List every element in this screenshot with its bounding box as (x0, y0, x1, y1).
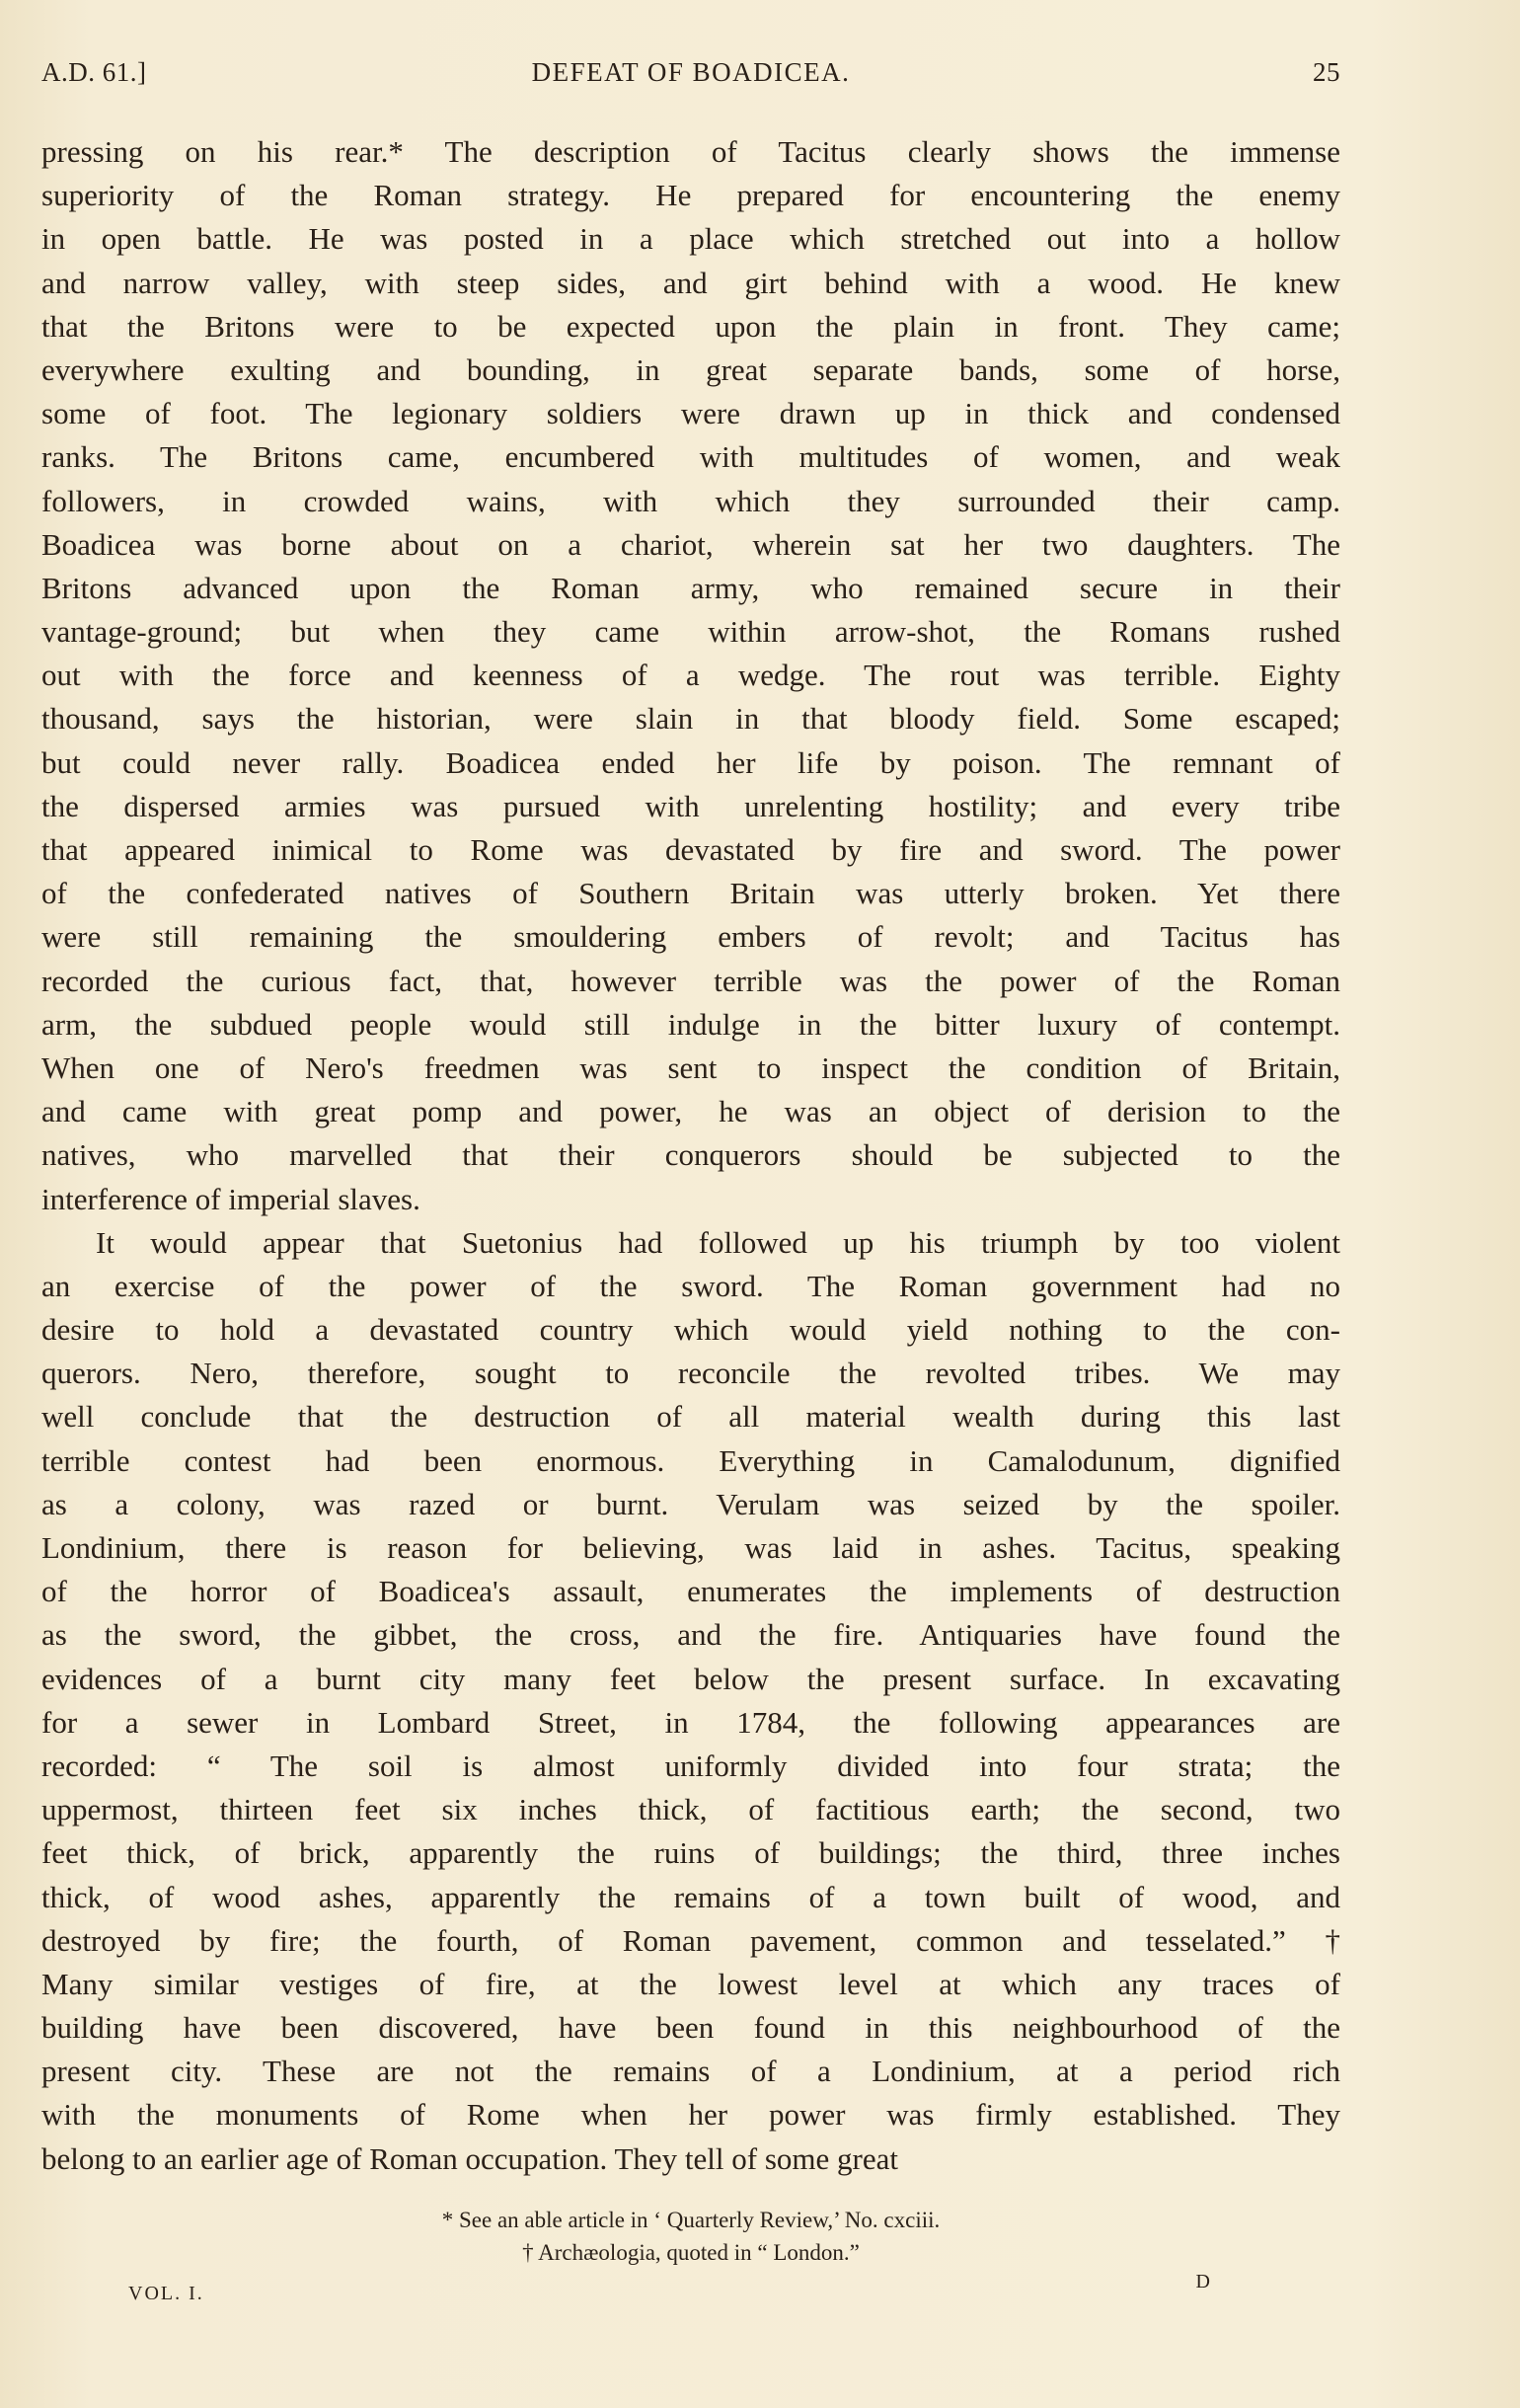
signature-row (41, 2271, 1340, 2312)
footnotes (41, 2204, 1340, 2269)
text-line: and narrow valley, with steep sides, and girt behind with a wood. He knew (41, 265, 1340, 300)
text-line: of the horror of Boadicea's assault, enumerates the implements of destruction (41, 1574, 1340, 1609)
text-line: Many similar vestiges of fire, at the lowest level at which any traces of (41, 1966, 1340, 2001)
text-line: recorded the curious fact, that, however terrible was the power of the Roman (41, 963, 1340, 998)
gathering-signature: D (1195, 2271, 1210, 2292)
text-line: some of foot. The legionary soldiers were drawn up in thick and condensed (41, 396, 1340, 431)
text-line: It would appear that Suetonius had followed up his triumph by too violent (96, 1224, 1340, 1260)
text-line: building have been discovered, have been found in this neighbourhood of the (41, 2010, 1340, 2046)
text-line: evidences of a burnt city many feet below the present surface. In excavating (41, 1661, 1340, 1696)
running-head-date: A.D. 61.] (41, 57, 147, 87)
text-line: that the Britons were to be expected upon the plain in front. They came; (41, 308, 1340, 344)
text-line: well conclude that the destruction of all material wealth during this last (41, 1399, 1340, 1435)
text-line: Londinium, there is reason for believing, was laid in ashes. Tacitus, speaking (41, 1530, 1340, 1565)
footnote: * See an able article in ‘ Quarterly Review,’ No. cxciii. (441, 2208, 941, 2232)
paragraph (41, 1221, 1340, 2181)
text-line: as a colony, was razed or burnt. Verulam was seized by the spoiler. (41, 1486, 1340, 1521)
text-line: querors. Nero, therefore, sought to reconcile the revolted tribes. We may (41, 1356, 1340, 1391)
text-line: were still remaining the smouldering embers of revolt; and Tacitus has (41, 919, 1340, 955)
running-head (41, 57, 1340, 97)
text-line: belong to an earlier age of Roman occupation. They tell of some great (41, 2140, 898, 2176)
text-line: for a sewer in Lombard Street, in 1784, the following appearances are (41, 1704, 1340, 1740)
text-line: everywhere exulting and bounding, in great separate bands, some of horse, (41, 351, 1340, 387)
text-line: and came with great pomp and power, he was an object of derision to the (41, 1094, 1340, 1129)
text-line: followers, in crowded wains, with which they surrounded their camp. (41, 483, 1340, 518)
text-line: arm, the subdued people would still indulge in the bitter luxury of contempt. (41, 1006, 1340, 1042)
text-line: with the monuments of Rome when her power was firmly established. They (41, 2097, 1340, 2133)
text-line: recorded: “ The soil is almost uniformly divided into four strata; the (41, 1748, 1340, 1783)
running-head-title: DEFEAT OF BOADICEA. (531, 57, 851, 87)
text-line: Britons advanced upon the Roman army, who remained secure in their (41, 570, 1340, 605)
text-line: terrible contest had been enormous. Everything in Camalodunum, dignified (41, 1442, 1340, 1478)
text-line: desire to hold a devastated country which would yield nothing to the con- (41, 1312, 1340, 1348)
text-line: out with the force and keenness of a wedge. The rout was terrible. Eighty (41, 658, 1340, 693)
paragraph (41, 130, 1340, 1221)
text-line: Boadicea was borne about on a chariot, wherein sat her two daughters. The (41, 526, 1340, 562)
text-line: superiority of the Roman strategy. He prepared for encountering the enemy (41, 178, 1340, 213)
text-line: but could never rally. Boadicea ended her life by poison. The remnant of (41, 744, 1340, 780)
text-line: the dispersed armies was pursued with unrelenting hostility; and every tribe (41, 788, 1340, 823)
text-line: interference of imperial slaves. (41, 1181, 420, 1216)
text-line: an exercise of the power of the sword. The Roman government had no (41, 1268, 1340, 1303)
text-line: of the confederated natives of Southern Britain was utterly broken. Yet there (41, 876, 1340, 911)
text-line: that appeared inimical to Rome was devastated by fire and sword. The power (41, 832, 1340, 867)
text-line: ranks. The Britons came, encumbered with multitudes of women, and weak (41, 439, 1340, 475)
volume-signature: VOL. I. (128, 2283, 204, 2304)
text-line: as the sword, the gibbet, the cross, and the fire. Antiquaries have found the (41, 1617, 1340, 1653)
page-number: 25 (1313, 57, 1340, 87)
text-line: present city. These are not the remains of a Londinium, at a period rich (41, 2054, 1340, 2089)
text-line: in open battle. He was posted in a place which stretched out into a hollow (41, 221, 1340, 257)
text-line: vantage-ground; but when they came within arrow-shot, the Romans rushed (41, 614, 1340, 650)
body-text (41, 130, 1340, 2181)
text-line: pressing on his rear.* The description of Tacitus clearly shows the immense (41, 134, 1340, 169)
text-line: natives, who marvelled that their conquerors should be subjected to the (41, 1137, 1340, 1173)
text-line: destroyed by fire; the fourth, of Roman pavement, common and tesselated.” † (41, 1922, 1340, 1958)
text-line: thousand, says the historian, were slain in that bloody field. Some escaped; (41, 701, 1340, 737)
text-line: thick, of wood ashes, apparently the remains of a town built of wood, and (41, 1879, 1340, 1914)
text-line: When one of Nero's freedmen was sent to inspect the condition of Britain, (41, 1049, 1340, 1085)
footnote: † Archæologia, quoted in “ London.” (522, 2240, 860, 2265)
text-line: feet thick, of brick, apparently the ruins of buildings; the third, three inches (41, 1835, 1340, 1871)
text-line: uppermost, thirteen feet six inches thick, of factitious earth; the second, two (41, 1792, 1340, 1827)
